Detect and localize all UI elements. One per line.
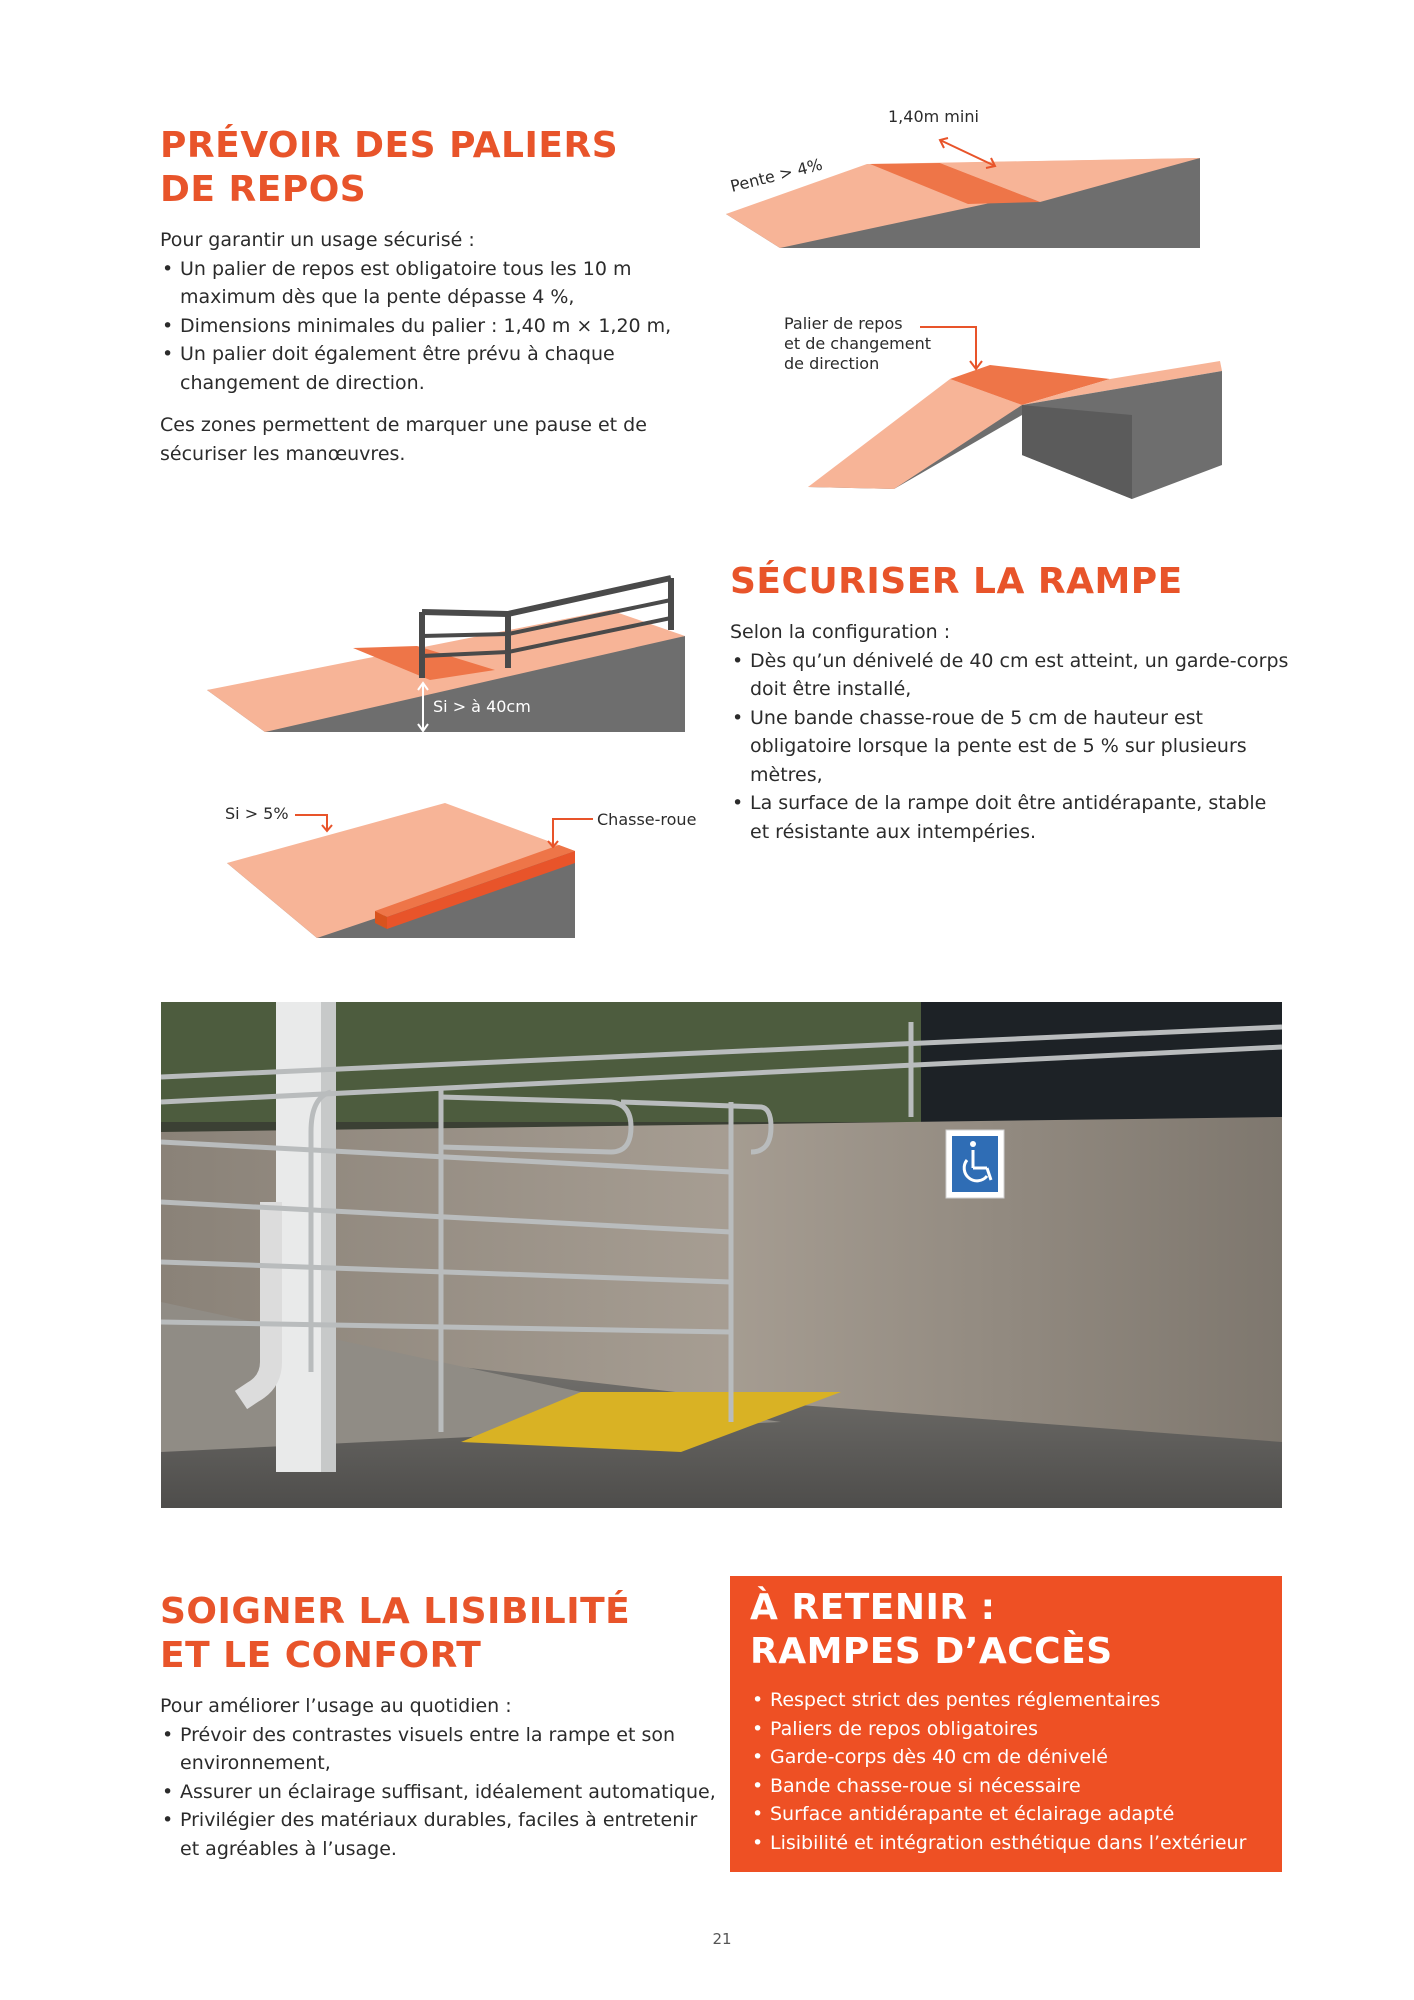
width-label: 1,40m mini bbox=[888, 107, 979, 126]
list-item: • Bande chasse-roue si nécessaire bbox=[750, 1772, 1262, 1801]
retenir-list bbox=[750, 1686, 1262, 1857]
retenir-title: À RETENIR : RAMPES D’ACCÈS bbox=[750, 1587, 1113, 1672]
landing-label: Palier de repos bbox=[784, 314, 903, 333]
ramp-surface bbox=[808, 379, 1022, 489]
section-lisibilite bbox=[160, 1590, 720, 1863]
bullet-list bbox=[730, 647, 1290, 847]
list-item: • Dimensions minimales du palier : 1,40 m × 1,20 m, bbox=[160, 312, 680, 341]
section-body bbox=[160, 1692, 720, 1863]
page-number: 21 bbox=[712, 1930, 732, 1948]
retenir-box bbox=[730, 1576, 1282, 1872]
intro-text: Pour garantir un usage sécurisé : bbox=[160, 229, 475, 251]
bullet-list bbox=[160, 255, 680, 398]
list-item: • Dès qu’un dénivelé de 40 cm est atteint, un garde-corps doit être installé, bbox=[730, 647, 1290, 704]
slope-label: Pente > 4% bbox=[728, 154, 825, 196]
width-arrow bbox=[940, 140, 995, 166]
diagram-slope-landing bbox=[720, 100, 1220, 260]
list-item: • Lisibilité et intégration esthétique dans l’extérieur bbox=[750, 1829, 1262, 1858]
section-body bbox=[160, 226, 680, 468]
list-item: • Privilégier des matériaux durables, faciles à entretenir et agréables à l’usage. bbox=[160, 1806, 720, 1863]
curb-label: Chasse-roue bbox=[597, 810, 697, 829]
intro-text: Pour améliorer l’usage au quotidien : bbox=[160, 1695, 512, 1717]
section-title: SÉCURISER LA RAMPE bbox=[730, 561, 1183, 602]
retenir-content bbox=[730, 1576, 1282, 1857]
column-shade bbox=[321, 1002, 336, 1472]
block-face bbox=[1022, 405, 1132, 499]
section-rampe bbox=[730, 560, 1290, 846]
outro-text: Ces zones permettent de marquer une pause et de sécuriser les manœuvres. bbox=[160, 414, 647, 465]
diagram-curb bbox=[215, 795, 715, 945]
list-item: • Prévoir des contrastes visuels entre la rampe et son environnement, bbox=[160, 1721, 720, 1778]
bullet-list bbox=[160, 1721, 720, 1864]
list-item: • Un palier doit également être prévu à chaque changement de direction. bbox=[160, 340, 680, 397]
intro-text: Selon la configuration : bbox=[730, 621, 951, 643]
list-item: • La surface de la rampe doit être antidérapante, stable et résistante aux intempéries. bbox=[730, 789, 1290, 846]
diagram-direction-change bbox=[780, 305, 1240, 505]
slope-label: Si > 5% bbox=[225, 804, 289, 823]
ramp-photo bbox=[161, 1002, 1282, 1508]
list-item: • Assurer un éclairage suffisant, idéalement automatique, bbox=[160, 1778, 720, 1807]
landing-label: de direction bbox=[784, 354, 880, 373]
diagram-guardrail bbox=[205, 570, 705, 740]
callout-line bbox=[295, 815, 327, 831]
list-item: • Une bande chasse-roue de 5 cm de hauteur est obligatoire lorsque la pente est de 5 % sur plusieurs mètres, bbox=[730, 704, 1290, 790]
section-title: SOIGNER LA LISIBILITÉ ET LE CONFORT bbox=[160, 1591, 631, 1676]
list-item: • Paliers de repos obligatoires bbox=[750, 1715, 1262, 1744]
list-item: • Surface antidérapante et éclairage adapté bbox=[750, 1800, 1262, 1829]
list-item: • Respect strict des pentes réglementaires bbox=[750, 1686, 1262, 1715]
list-item: • Garde-corps dès 40 cm de dénivelé bbox=[750, 1743, 1262, 1772]
section-title: PRÉVOIR DES PALIERS DE REPOS bbox=[160, 125, 619, 210]
callout-line bbox=[553, 819, 593, 847]
height-label: Si > à 40cm bbox=[433, 697, 531, 716]
section-body bbox=[730, 618, 1290, 846]
section-paliers bbox=[160, 124, 680, 468]
list-item: • Un palier de repos est obligatoire tous les 10 m maximum dès que la pente dépasse 4 %, bbox=[160, 255, 680, 312]
landing-label: et de changement bbox=[784, 334, 932, 353]
